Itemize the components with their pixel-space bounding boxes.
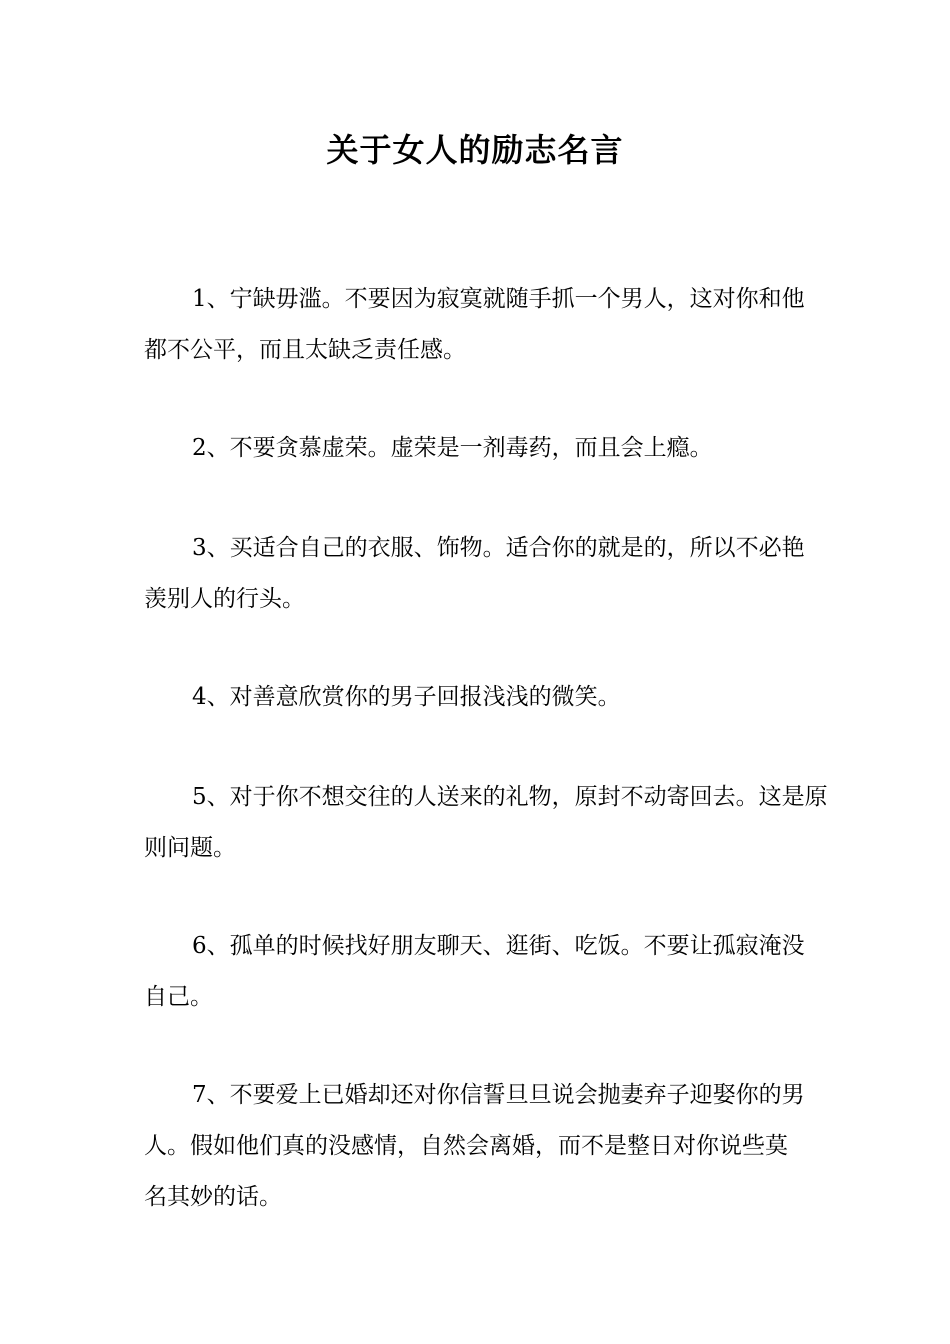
quote-paragraph-4: 4、对善意欣赏你的男子回报浅浅的微笑。 [192, 684, 621, 710]
quote-paragraph-5: 5、对于你不想交往的人送来的礼物，原封不动寄回去。这是原则问题。 [144, 784, 828, 861]
quote-paragraph-7: 7、不要爱上已婚却还对你信誓旦旦说会抛妻弃子迎娶你的男人。假如他们真的没感情，自然会离婚，而不是整日对你说些莫名其妙的话。 [144, 1082, 805, 1210]
page-title: 关于女人的励志名言 [326, 131, 624, 169]
quote-paragraph-3: 3、买适合自己的衣服、饰物。适合你的就是的，所以不必艳羡别人的行头。 [144, 535, 805, 612]
quote-paragraph-6: 6、孤单的时候找好朋友聊天、逛街、吃饭。不要让孤寂淹没自己。 [144, 933, 805, 1010]
quote-paragraph-1: 1、宁缺毋滥。不要因为寂寞就随手抓一个男人，这对你和他都不公平，而且太缺乏责任感。 [144, 286, 805, 363]
quote-paragraph-2: 2、不要贪慕虚荣。虚荣是一剂毒药，而且会上瘾。 [192, 435, 713, 461]
